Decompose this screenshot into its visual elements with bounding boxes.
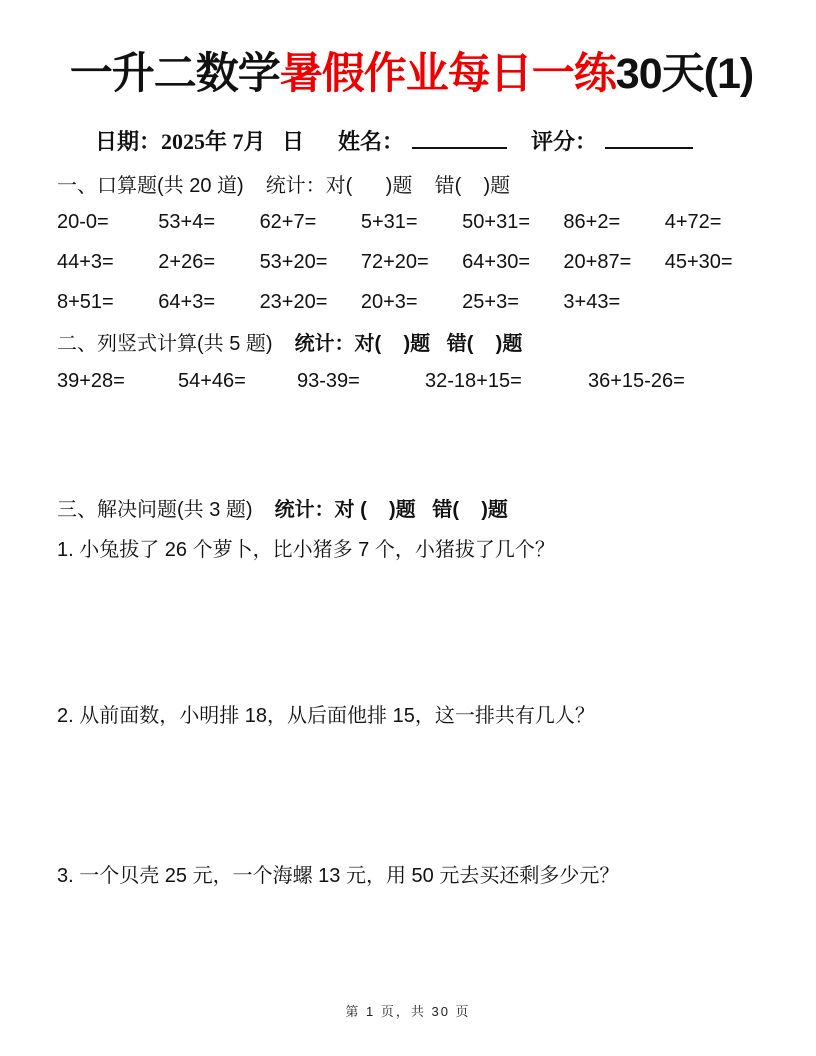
section1-heading [57,172,766,200]
oral-problem: 5+31= [360,210,418,233]
section1-stats: 统计：对( )题 错( )题 [265,174,511,197]
section3-stats: 统计：对 ( )题 错( )题 [274,498,508,521]
oral-problem: 20-0= [57,210,109,233]
vertical-calc-problem: 36+15-26= [588,369,685,392]
header-line [95,125,766,158]
section2-stats: 统计：对( )题 错( )题 [294,332,523,355]
page-number: 第 1 页，共 30 页 [345,1004,471,1019]
oral-problem: 8+51= [57,290,114,313]
oral-problem: 2+26= [158,250,216,273]
oral-problem: 20+3= [360,290,418,313]
section2-heading-text: 二、列竖式计算(共 5 题) [57,332,273,355]
vertical-calc-problem: 39+28= [57,369,125,392]
oral-problem: 86+2= [563,210,621,233]
oral-problem: 44+3= [57,250,114,273]
name-label: 姓名： [338,128,405,154]
title-part-black-2: 30天(1) [615,50,754,98]
section3-heading [57,496,766,524]
section2-heading [57,330,766,358]
oral-problem: 62+7= [259,210,317,233]
oral-problem: 45+30= [664,250,733,273]
name-group [338,129,513,154]
oral-problem: 4+72= [664,210,722,233]
word-problem-2: 2. 从前面数，小明排 18，从后面他排 15，这一排共有几人？ [57,704,595,727]
score-group [531,129,693,154]
page-title [57,40,766,109]
oral-problem: 23+20= [259,290,328,313]
title-part-black-1: 一升二数学 [69,50,280,98]
oral-problem: 53+4= [158,210,216,233]
word-problem-3: 3. 一个贝壳 25 元，一个海螺 13 元，用 50 元去买还剩多少元？ [57,864,620,887]
oral-problem: 64+30= [462,250,530,273]
vertical-calc-problem: 93-39= [297,369,360,392]
title-part-red: 暑假作业每日一练 [279,50,616,98]
vertical-calc-problem: 32-18+15= [425,369,522,392]
section3-heading-text: 三、解决问题(共 3 题) [57,498,253,521]
score-label: 评分： [531,128,598,154]
oral-problem: 64+3= [158,290,216,313]
oral-problem: 25+3= [462,290,519,313]
oral-problem: 20+87= [563,250,632,273]
page-footer [0,1001,816,1020]
section1-heading-text: 一、口算题(共 20 道) [57,174,244,197]
vertical-calc-row [57,366,766,396]
date-label: 日期：2025年 7月 日 [95,128,305,154]
vertical-calc-problem: 54+46= [178,369,246,392]
oral-problem: 50+31= [462,210,530,233]
oral-problem: 72+20= [360,250,429,273]
oral-problem: 3+43= [563,290,621,313]
oral-problems-grid [57,202,766,322]
score-blank-line [605,125,693,149]
word-problem-1: 1. 小兔拔了 26 个萝卜，比小猪多 7 个，小猪拔了几个？ [57,538,555,561]
oral-problem: 53+20= [259,250,328,273]
name-blank-line [412,125,507,149]
